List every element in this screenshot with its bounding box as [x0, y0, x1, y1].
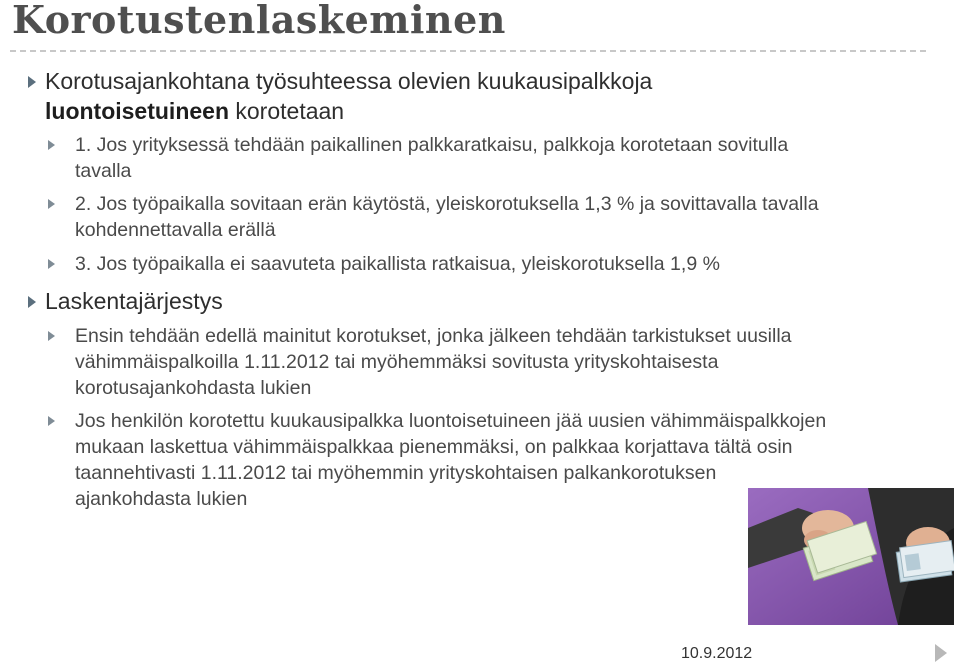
triangle-bullet-icon: [48, 416, 55, 426]
sub-text-line: 2. Jos työpaikalla sovitaan erän käytöstä, yleiskorotuksella 1,3 % ja sovittavalla tavalla: [75, 193, 819, 215]
sub-text-line: 3. Jos työpaikalla ei saavuteta paikallista ratkaisua, yleiskorotuksella 1,9 %: [75, 253, 720, 275]
sub-text-line: Jos henkilön korotettu kuukausipalkka luontoisetuineen jää uusien vähimmäispalkkojen: [75, 410, 827, 432]
sub-text-line: korotusajankohdasta lukien: [75, 377, 312, 399]
triangle-bullet-icon: [48, 199, 55, 209]
sub-text-line: taannehtivasti 1.11.2012 tai myöhemmin yrityskohtaisen palkankorotuksen: [75, 462, 717, 484]
slide-date: 10.9.2012: [681, 645, 753, 662]
sub-text-line: mukaan laskettua vähimmäispalkkaa pienemmäksi, on palkkaa korjattava tältä osin: [75, 436, 793, 458]
money-handover-illustration: [748, 488, 954, 625]
bold-term: luontoisetuineen: [45, 98, 229, 124]
sub-text-line: vähimmäispalkoilla 1.11.2012 tai myöhemmäksi sovitusta yrityskohtaisesta: [75, 351, 719, 373]
triangle-bullet-icon: [48, 331, 55, 341]
bullet-text-line: Korotusajankohtana työsuhteessa olevien kuukausipalkkoja: [45, 68, 653, 94]
next-slide-icon[interactable]: [935, 644, 947, 662]
sub-text-line: 1. Jos yrityksessä tehdään paikallinen palkkaratkaisu, palkkoja korotetaan sovitulla: [75, 134, 789, 156]
triangle-bullet-icon: [28, 76, 36, 88]
bullet-text-line: Laskentajärjestys: [45, 288, 223, 314]
triangle-bullet-icon: [28, 296, 36, 308]
bullet-text-line: [45, 98, 344, 125]
sub-text-line: Ensin tehdään edellä mainitut korotukset, jonka jälkeen tehdään tarkistukset uusilla: [75, 325, 792, 347]
triangle-bullet-icon: [48, 140, 55, 150]
money-photo: [748, 488, 954, 625]
title-divider: [10, 50, 926, 52]
slide-title: Korotustenlaskeminen: [12, 0, 506, 42]
sub-text-line: ajankohdasta lukien: [75, 488, 248, 510]
sub-text-line: tavalla: [75, 160, 132, 182]
sub-text-line: kohdennettavalla erällä: [75, 219, 276, 241]
bullet-text-rest: korotetaan: [229, 98, 345, 124]
triangle-bullet-icon: [48, 259, 55, 269]
